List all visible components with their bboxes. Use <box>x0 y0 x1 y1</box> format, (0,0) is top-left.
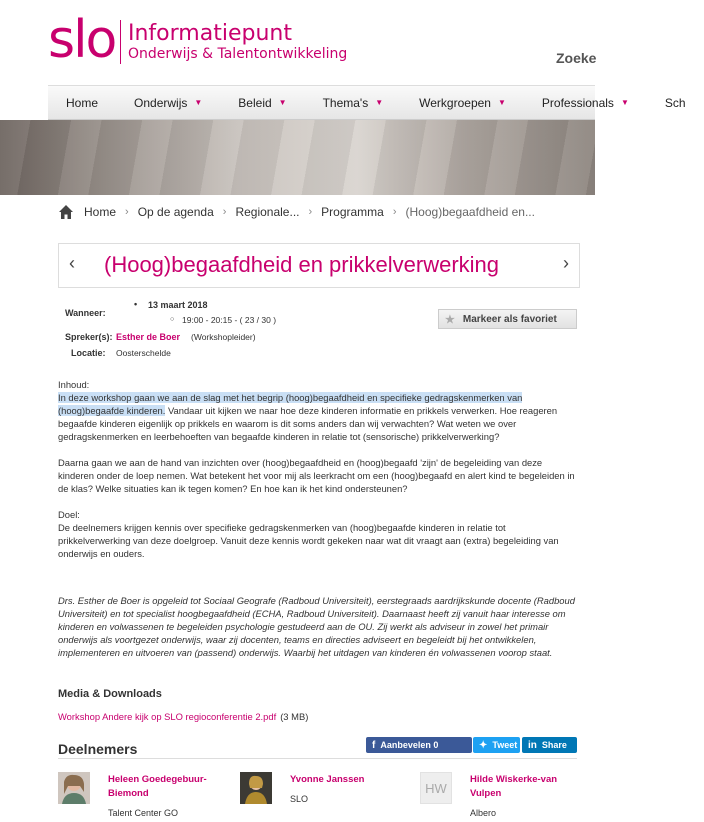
download-link[interactable]: Workshop Andere kijk op SLO regioconferentie 2.pdf <box>58 711 277 722</box>
avatar[interactable] <box>240 772 272 804</box>
search-label[interactable]: Zoeke <box>556 50 597 66</box>
speaker-bio: Drs. Esther de Boer is opgeleid tot Sociaal Geografe (Radboud Universiteit), eerstegraads aardrijkskunde docente (Radboud Universiteit) en tot specialist hoogbegaafdheid (ECHA, Radboud Universiteit). Daarnaast heeft zij vanuit haar interesse om kinderen en volwassenen te begeleiden psychologie gestudeerd aan de OU. Zij werkt als adviseur in zowel het primair onderwijs als voortgezet onderwijs, waar zij docenten, teams en directies adviseert en begeleidt bij het ontwikkelen, implementeren en uitvoeren van (passend) onderwijs. Waarbij het uitdagen van kinderen én volwassenen voorop staat. <box>58 595 575 658</box>
nav-label: Professionals <box>541 95 614 110</box>
file-size: (3 MB) <box>280 711 309 722</box>
nav-item-home[interactable] <box>48 96 116 110</box>
participant-org: Talent Center GO <box>108 808 179 818</box>
nav-label: Sch <box>664 95 686 110</box>
main-nav <box>48 85 686 120</box>
locatie-label: Locatie: <box>71 348 106 358</box>
nav-label: Beleid <box>238 95 272 110</box>
chevron-right-icon: › <box>392 206 397 218</box>
event-time: 19:00 - 20:15 - ( 23 / 30 ) <box>182 315 277 325</box>
avatar[interactable] <box>58 772 90 804</box>
participant-org: SLO <box>290 794 309 804</box>
caret-down-icon: ▼ <box>620 98 629 107</box>
nav-item-onderwijs[interactable] <box>116 96 220 110</box>
linkedin-share-button[interactable] <box>522 737 577 753</box>
event-location: Oosterschelde <box>116 348 171 358</box>
linkedin-icon: in <box>528 739 537 751</box>
slo-logo[interactable]: slo <box>48 10 116 70</box>
favorite-button-label: Markeer als favoriet <box>462 313 557 325</box>
twitter-share-button[interactable] <box>473 737 520 753</box>
nav-label: Home <box>66 95 99 110</box>
content-paragraph-1 <box>58 391 580 443</box>
paragraph-text: Vandaar uit kijken we naar hoe deze kinderen informatie en prikkels verwerken. Hoe reageren begaafde kinderen eigenlijk op prikkels en waarom is dit soms anders dan wij verwachten? Wat weten we over gedragskenmerken en leerbehoeften van begaafde kinderen in relatie tot (sensorische) prikkelverwerking? <box>58 405 558 442</box>
participant-name[interactable]: Hilde Wiskerke-van Vulpen <box>470 774 558 799</box>
nav-item-professionals[interactable] <box>524 96 647 110</box>
favorite-button[interactable] <box>438 309 577 329</box>
time-bullet-icon: ○ <box>170 316 175 323</box>
nav-item-beleid[interactable] <box>220 96 304 110</box>
chevron-right-icon: › <box>308 206 313 218</box>
star-icon: ★ <box>445 313 455 326</box>
hero-image <box>0 120 595 195</box>
speaker-role: (Workshopleider) <box>191 332 256 342</box>
logo-title[interactable]: Informatiepunt <box>128 21 292 46</box>
content-paragraph-2: Daarna gaan we aan de hand van inzichten over (hoog)begaafdheid en (hoog)begaafd 'zijn' de begeleiding van deze kinderen onder de loep nemen. Wat betekent het voor mij als leerkracht om een (hoog)begaafd en alert kind te begeleiden in de klas? Welke situaties kan ik tegen komen? En hoe kan ik het kind ondersteunen? <box>58 457 575 494</box>
divider <box>58 758 577 759</box>
doel-label: Doel: <box>58 509 80 520</box>
caret-down-icon: ▼ <box>375 98 384 107</box>
logo-divider <box>120 20 121 64</box>
date-bullet-icon: • <box>134 299 138 309</box>
wanneer-label: Wanneer: <box>65 308 106 318</box>
spreker-label: Spreker(s): <box>65 332 113 342</box>
logo-subtitle[interactable]: Onderwijs & Talentontwikkeling <box>128 46 348 62</box>
downloads-heading: Media & Downloads <box>58 688 162 700</box>
participants-heading: Deelnemers <box>58 741 138 757</box>
participant-org: Albero <box>470 808 497 818</box>
breadcrumb-current: (Hoog)begaafdheid en... <box>405 205 535 219</box>
facebook-share-button[interactable] <box>366 737 472 753</box>
page-title: (Hoog)begaafdheid en prikkelverwerking <box>104 252 500 277</box>
participant-name[interactable]: Yvonne Janssen <box>290 774 365 785</box>
download-item <box>58 711 308 722</box>
content-paragraph-3: De deelnemers krijgen kennis over specifieke gedragskenmerken van (hoog)begaafde kinderen in relatie tot prikkelverwerking van deze doelgroep. Vanuit deze kennis wordt gekeken naar wat dit vraagt aan (extra) begeleiding van onderwijs en ouders. <box>58 522 559 559</box>
chevron-right-icon: › <box>125 206 129 218</box>
breadcrumb-agenda[interactable]: Op de agenda <box>137 205 214 219</box>
avatar-initials[interactable]: HW <box>420 772 452 804</box>
home-icon[interactable] <box>58 204 74 220</box>
linkedin-share-label: Share <box>541 740 567 750</box>
next-arrow-icon[interactable]: › <box>563 253 569 273</box>
caret-down-icon: ▼ <box>194 98 203 107</box>
facebook-share-label: Aanbevelen 0 <box>380 740 439 750</box>
breadcrumb-programma[interactable]: Programma <box>321 205 384 219</box>
breadcrumb-regionale[interactable]: Regionale... <box>235 205 300 219</box>
nav-label: Werkgroepen <box>419 95 491 110</box>
caret-down-icon: ▼ <box>278 98 287 107</box>
speaker-link[interactable]: Esther de Boer <box>116 332 181 342</box>
nav-item-werkgroepen[interactable] <box>401 96 524 110</box>
event-title-box <box>58 243 580 288</box>
twitter-icon: ✦ <box>479 739 488 751</box>
twitter-share-label: Tweet <box>492 740 518 750</box>
caret-down-icon: ▼ <box>497 98 506 107</box>
nav-item-themas[interactable] <box>305 96 402 110</box>
breadcrumb <box>48 195 595 229</box>
nav-label: Thema's <box>322 95 369 110</box>
participant-name[interactable]: Heleen Goedegebuur-Biemond <box>108 774 207 799</box>
chevron-right-icon: › <box>222 206 227 218</box>
event-date: 13 maart 2018 <box>148 300 208 310</box>
site-header <box>0 0 595 80</box>
nav-label: Onderwijs <box>134 95 188 110</box>
facebook-icon: f <box>372 739 376 751</box>
highlighted-text: In deze workshop gaan we aan de slag met het begrip (hoog)begaafdheid en specifieke gedragskenmerken van (hoog)begaafde kinderen. <box>58 392 523 416</box>
inhoud-label: Inhoud: <box>58 379 90 390</box>
breadcrumb-home[interactable]: Home <box>84 205 117 219</box>
nav-item-scholen[interactable] <box>647 96 704 110</box>
previous-arrow-icon[interactable]: ‹ <box>69 253 75 273</box>
